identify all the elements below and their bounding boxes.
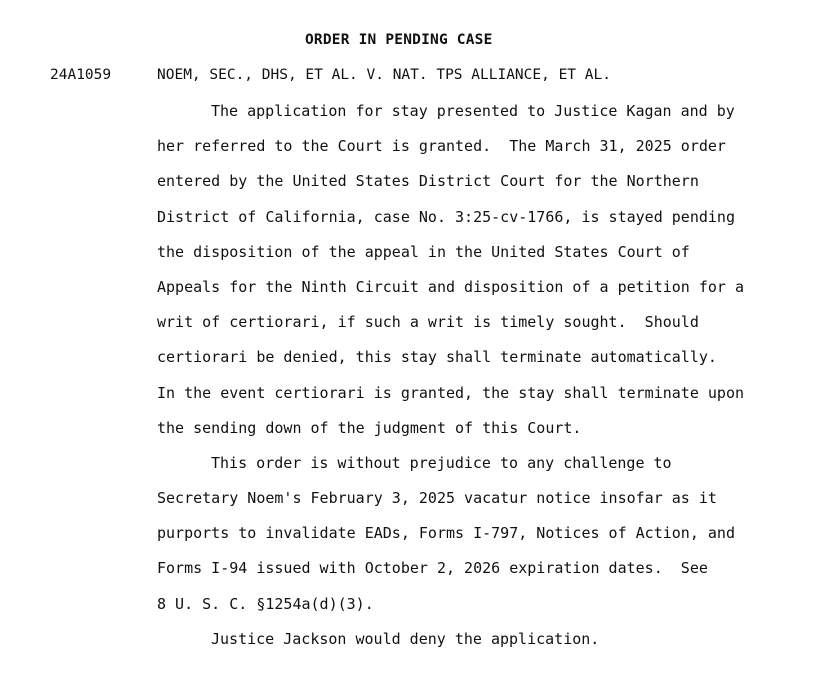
order-line: This order is without prejudice to any challenge to: [211, 453, 672, 472]
case-caption: NOEM, SEC., DHS, ET AL. V. NAT. TPS ALLIANCE, ET AL.: [157, 67, 611, 83]
order-line: the disposition of the appeal in the United States Court of: [157, 242, 690, 261]
order-line: entered by the United States District Court for the Northern: [157, 172, 699, 191]
order-line: Secretary Noem's February 3, 2025 vacatur notice insofar as it: [157, 489, 717, 508]
order-line: the sending down of the judgment of this Court.: [157, 418, 582, 437]
order-line: In the event certiorari is granted, the stay shall terminate upon: [157, 383, 744, 402]
order-line: 8 U. S. C. §1254a(d)(3).: [157, 594, 374, 613]
order-line: Appeals for the Ninth Circuit and disposition of a petition for a: [157, 277, 744, 296]
order-line: purports to invalidate EADs, Forms I-797, Notices of Action, and: [157, 524, 735, 543]
order-text: [157, 102, 744, 665]
order-line: certiorari be denied, this stay shall terminate automatically.: [157, 348, 717, 367]
order-line: writ of certiorari, if such a writ is timely sought. Should: [157, 313, 699, 332]
order-line: her referred to the Court is granted. The March 31, 2025 order: [157, 137, 726, 156]
order-heading: ORDER IN PENDING CASE: [305, 32, 493, 48]
order-line: The application for stay presented to Justice Kagan and by: [211, 102, 735, 120]
order-line: District of California, case No. 3:25-cv-1766, is stayed pending: [157, 207, 735, 226]
order-line: Justice Jackson would deny the application.: [211, 629, 600, 648]
order-line: Forms I-94 issued with October 2, 2026 expiration dates. See: [157, 559, 708, 578]
docket-number: 24A1059: [50, 67, 112, 83]
